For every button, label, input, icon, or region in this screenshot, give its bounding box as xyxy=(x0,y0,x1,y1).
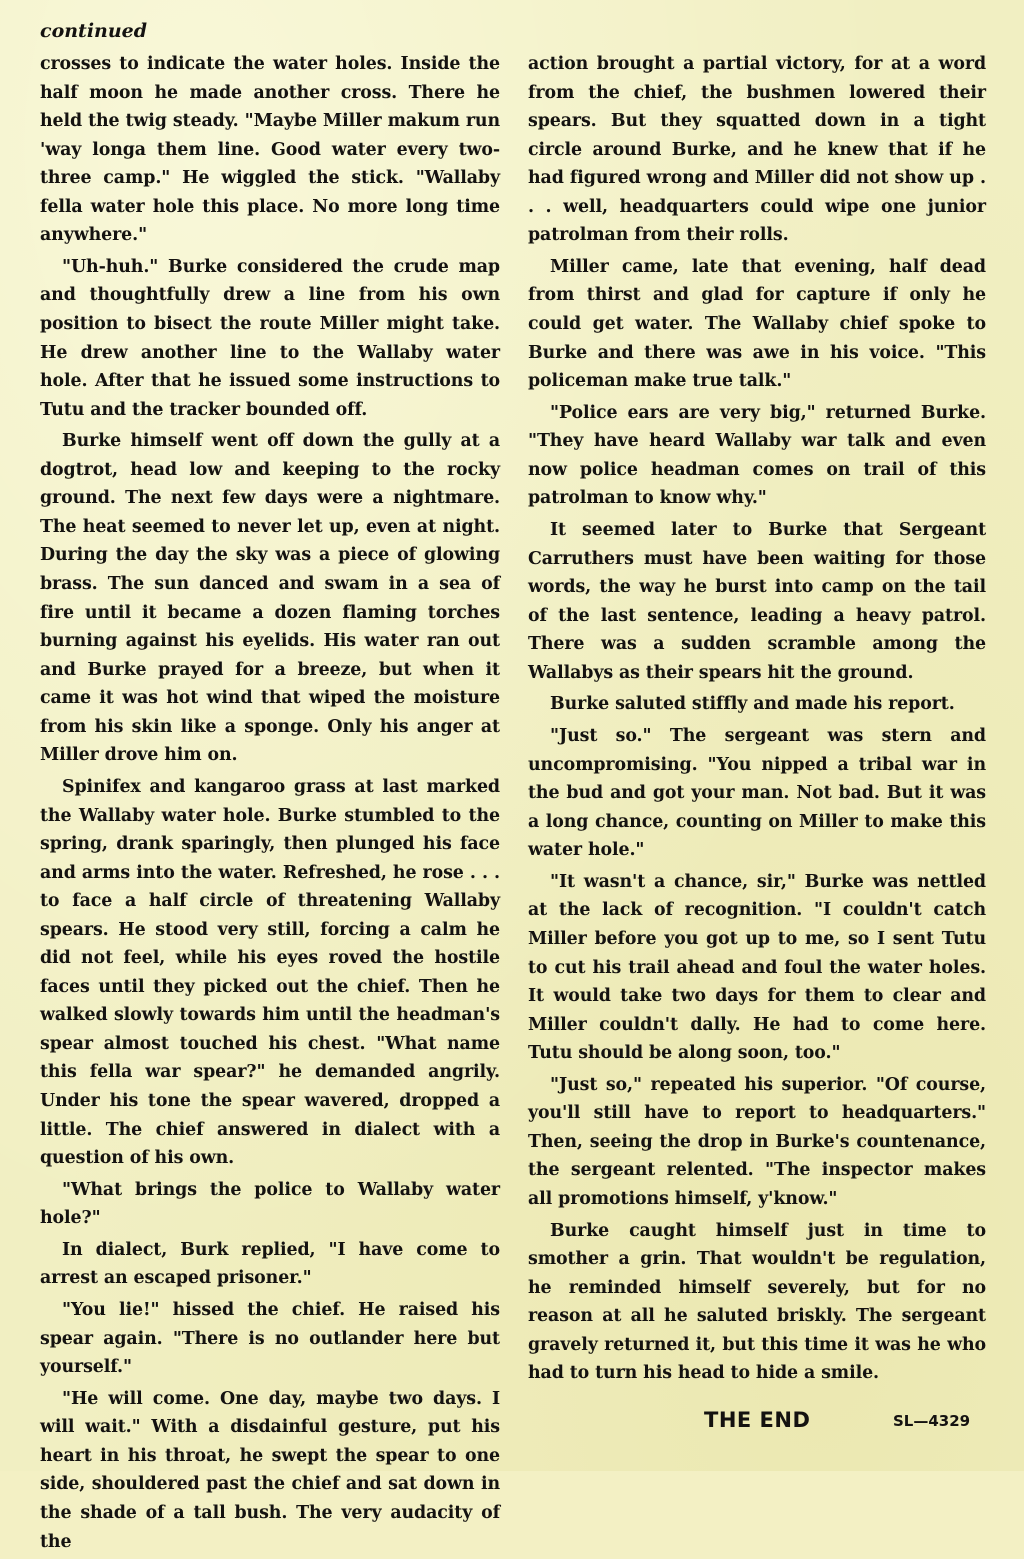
paragraph: It seemed later to Burke that Sergeant Carruthers must have been waiting for those words, the way he burst into camp on the tail of the last sentence, leading a heavy patrol. There was a sudden scramble among the Wallabys as their spears hit the ground. xyxy=(528,520,986,683)
paragraph: "It wasn't a chance, sir," Burke was nettled at the lack of recognition. "I couldn't catch Miller before you got up to me, so I sent Tutu to cut his trail ahead and foul the water holes. It would take two days for them to clear and Miller couldn't dally. He had to come here. Tutu should be along soon, too." xyxy=(528,871,986,1064)
paragraph: Burke himself went off down the gully at a dogtrot, head low and keeping to the rocky ground. The next few days were a nightmare. The heat seemed to never let up, even at night. During the day the sky was a piece of glowing brass. The sun danced and swam in a sea of fire until it became a dozen flaming torches burning against his eyelids. His water ran out and Burke prayed for a breeze, but when it came it was hot wind that wiped the moisture from his skin like a sponge. Only his anger at Miller drove him on. xyxy=(40,431,500,766)
continued-label: continued xyxy=(40,20,148,42)
the-end-label: THE END xyxy=(704,1408,811,1432)
paragraph: crosses to indicate the water holes. Inside the half moon he made another cross. There he held the twig steady. "Maybe Miller makum run 'way longa them line. Good water every two-three camp." He wiggled the stick. "Wallaby fella water hole this place. No more long time anywhere." xyxy=(40,54,500,246)
paragraph: "Uh-huh." Burke considered the crude map and thoughtfully drew a line from his own position to bisect the route Miller might take. He drew another line to the Wallaby water hole. After that he issued some instructions to Tutu and the tracker bounded off. xyxy=(40,256,500,420)
paragraph: "You lie!" hissed the chief. He raised his spear again. "There is no outlander here but yourself." xyxy=(40,1300,500,1378)
paragraph: Burke caught himself just in time to smother a grin. That wouldn't be regulation, he reminded himself severely, but for no reason at all he saluted briskly. The sergeant gravely returned it, but this time it was he who had to turn his head to hide a smile. xyxy=(528,1220,986,1384)
paragraph: action brought a partial victory, for at a word from the chief, the bushmen lowered their spears. But they squatted down in a tight circle around Burke, and he knew that if he had figured wrong and Miller did not show up . . . well, headquarters could wipe one junior patrolman from their rolls. xyxy=(528,54,986,246)
page-code: SL—4329 xyxy=(893,1412,971,1430)
paragraph: "What brings the police to Wallaby water hole?" xyxy=(40,1179,500,1229)
paragraph: In dialect, Burk replied, "I have come to arrest an escaped prisoner." xyxy=(40,1239,500,1289)
right-text-column xyxy=(528,50,986,1391)
paragraph: "Just so." The sergeant was stern and uncompromising. "You nipped a tribal war in the bud and got your man. Not bad. But it was a long chance, counting on Miller to make this water hole." xyxy=(528,726,986,861)
paragraph: "He will come. One day, maybe two days. I will wait." With a disdainful gesture, put his heart in his throat, he swept the spear to one side, shouldered past the chief and sat down in the shade of a tall bush. The very audacity of the xyxy=(40,1388,500,1552)
paragraph: Miller came, late that evening, half dead from thirst and glad for capture if only he could get water. The Wallaby chief spoke to Burke and there was awe in his voice. "This policeman make true talk." xyxy=(528,256,986,392)
paragraph: "Just so," repeated his superior. "Of course, you'll still have to report to headquarters." Then, seeing the drop in Burke's countenance, the sergeant relented. "The inspector makes all promotions himself, y'know." xyxy=(528,1074,986,1209)
paragraph: "Police ears are very big," returned Burke. "They have heard Wallaby war talk and even now police headman comes on trail of this patrolman to know why." xyxy=(528,402,986,509)
left-text-column xyxy=(40,50,500,1559)
paragraph: Spinifex and kangaroo grass at last marked the Wallaby water hole. Burke stumbled to the spring, drank sparingly, then plunged his face and arms into the water. Refreshed, he rose . . . to face a half circle of threatening Wallaby spears. He stood very still, forcing a calm he did not feel, while his eyes roved the hostile faces until they picked out the chief. Then he walked slowly towards him until the headman's spear almost touched his chest. "What name this fella war spear?" he demanded angrily. Under his tone the spear wavered, dropped a little. The chief answered in dialect with a question of his own. xyxy=(40,776,500,1169)
paragraph: Burke saluted stiffly and made his report. xyxy=(550,694,955,715)
